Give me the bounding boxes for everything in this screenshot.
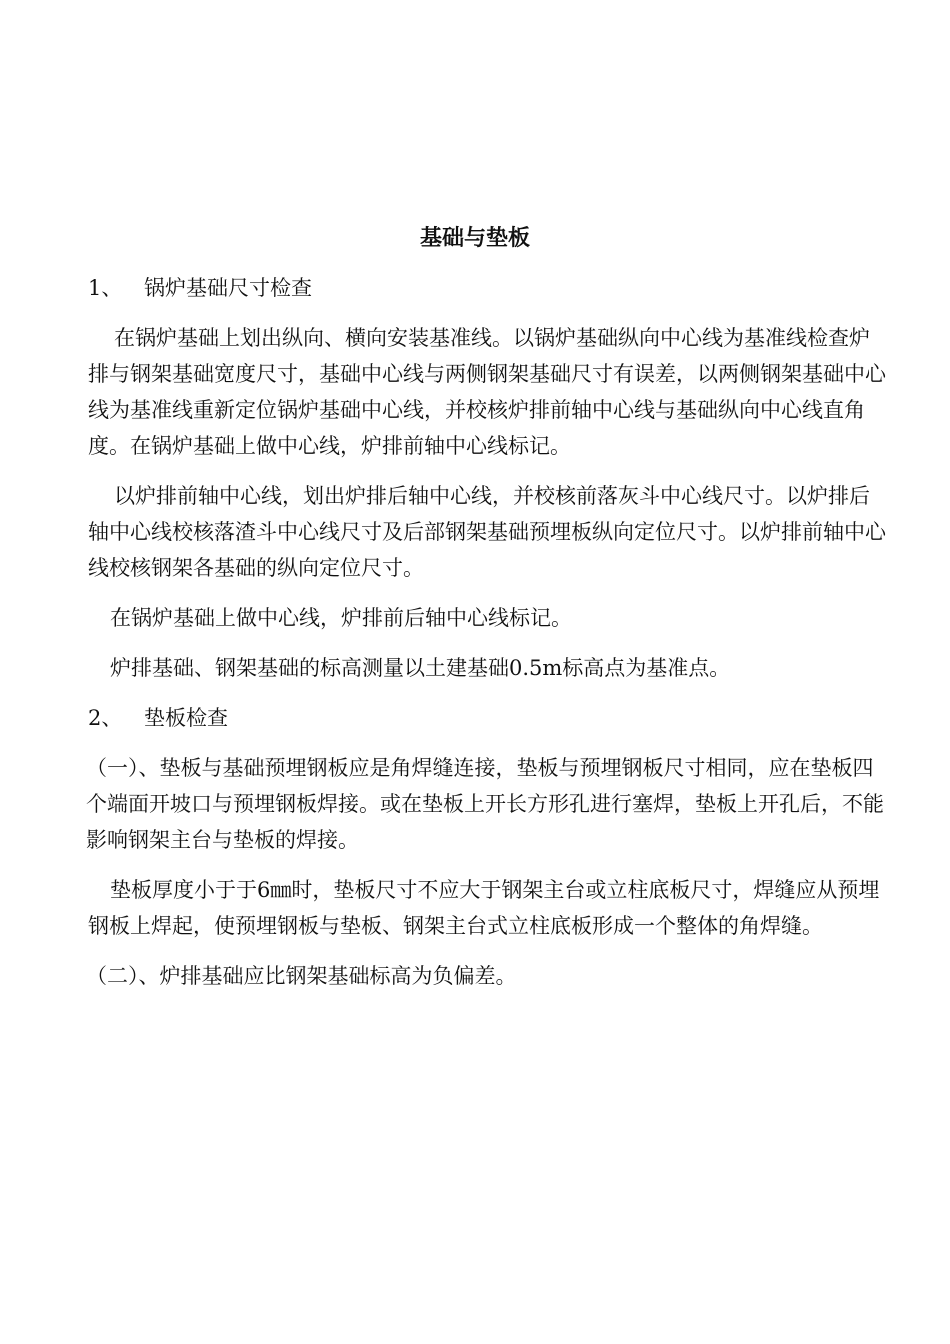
paragraph: （二）、炉排基础应比钢架基础标高为负偏差。 [86,964,517,988]
paragraph: 以炉排前轴中心线，划出炉排后轴中心线，并校核前落灰斗中心线尺寸。以炉排后轴中心线校核落渣斗中心线尺寸及后部钢架基础预埋板纵向定位尺寸。以炉排前轴中心线校核钢架各基础的纵向定位尺寸。 [88,484,886,580]
paragraph: 在锅炉基础上做中心线，炉排前后轴中心线标记。 [110,606,572,630]
document-title: 基础与垫板 [419,225,530,251]
document-body [88,270,888,1008]
section-title: 锅炉基础尺寸检查 [144,276,312,300]
section-title: 垫板检查 [144,706,228,730]
section-heading-2 [88,700,888,736]
section-number: 1、 [88,276,123,300]
paragraph: 炉排基础、钢架基础的标高测量以土建基础0.5m标高点为基准点。 [110,656,731,680]
paragraph: 在锅炉基础上划出纵向、横向安装基准线。以锅炉基础纵向中心线为基准线检查炉排与钢架基础宽度尺寸，基础中心线与两侧钢架基础尺寸有误差，以两侧钢架基础中心线为基准线重新定位锅炉基础中心线，并校核炉排前轴中心线与基础纵向中心线直角度。在锅炉基础上做中心线，炉排前轴中心线标记。 [88,326,886,458]
paragraph: （一）、垫板与基础预埋钢板应是角焊缝连接，垫板与预埋钢板尺寸相同，应在垫板四个端面开坡口与预埋钢板焊接。或在垫板上开长方形孔进行塞焊，垫板上开孔后，不能影响钢架主台与垫板的焊接。 [86,756,884,852]
section-number: 2、 [88,706,123,730]
paragraph: 垫板厚度小于于6㎜时，垫板尺寸不应大于钢架主台或立柱底板尺寸，焊缝应从预埋钢板上焊起，使预埋钢板与垫板、钢架主台式立柱底板形成一个整体的角焊缝。 [88,878,880,938]
section-heading-1 [88,270,888,306]
